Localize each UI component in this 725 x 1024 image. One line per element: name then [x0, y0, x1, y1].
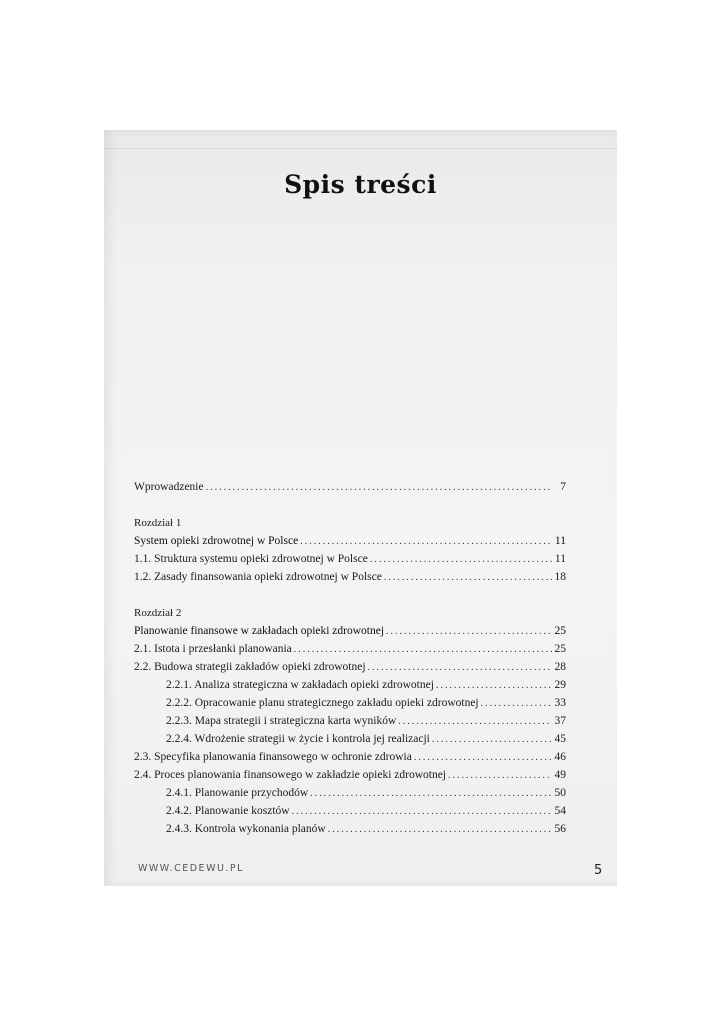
table-of-contents — [134, 478, 566, 838]
toc-entry-2-4-2[interactable] — [134, 802, 566, 820]
toc-entry-label: 2.2.4. Wdrożenie strategii w życie i kontrola jej realizacji — [166, 733, 430, 745]
toc-entry-page: 25 — [554, 625, 566, 637]
dot-leader — [436, 677, 552, 695]
toc-entry-label: 2.4.2. Planowanie kosztów — [166, 805, 290, 817]
toc-entry-page: 7 — [560, 481, 566, 493]
toc-entry-page: 25 — [554, 643, 566, 655]
toc-entry-2-2-2[interactable] — [134, 694, 566, 712]
toc-entry-label: 2.2.2. Opracowanie planu strategicznego zakładu opieki zdrowotnej — [166, 697, 479, 709]
dot-leader — [370, 551, 552, 569]
dot-leader — [368, 659, 552, 677]
toc-entry-label: Wprowadzenie — [134, 481, 204, 493]
footer-website: WWW.CEDEWU.PL — [138, 863, 244, 874]
toc-entry-label: 2.3. Specyfika planowania finansowego w ochronie zdrowia — [134, 751, 412, 763]
dot-leader — [384, 569, 552, 587]
dot-leader — [481, 695, 552, 713]
toc-entry-page: 28 — [554, 661, 566, 673]
toc-entry-page: 45 — [554, 733, 566, 745]
toc-entry-page: 11 — [554, 535, 566, 547]
dot-leader — [310, 785, 552, 803]
dot-leader — [414, 749, 552, 767]
toc-entry-label: System opieki zdrowotnej w Polsce — [134, 535, 299, 547]
toc-entry-page: 37 — [554, 715, 566, 727]
toc-entry-2-3[interactable] — [134, 748, 566, 766]
toc-entry-page: 50 — [554, 787, 566, 799]
toc-entry-page: 46 — [554, 751, 566, 763]
toc-entry-1-2[interactable] — [134, 568, 566, 586]
chapter-1-heading: Rozdział 1 — [134, 517, 182, 529]
toc-entry-label: 2.4. Proces planowania finansowego w zakładzie opieki zdrowotnej — [134, 769, 446, 781]
dot-leader — [300, 533, 552, 551]
toc-entry-2-4-3[interactable] — [134, 820, 566, 838]
toc-entry-label: 2.4.3. Kontrola wykonania planów — [166, 823, 326, 835]
page-number: 5 — [594, 863, 603, 878]
dot-leader — [448, 767, 552, 785]
toc-entry-page: 11 — [554, 553, 566, 565]
toc-entry-page: 56 — [554, 823, 566, 835]
book-page — [104, 130, 617, 886]
toc-entry-label: 1.1. Struktura systemu opieki zdrowotnej w Polsce — [134, 553, 368, 565]
toc-entry-chapter-2[interactable] — [134, 622, 566, 640]
toc-entry-page: 29 — [554, 679, 566, 691]
dot-leader — [292, 803, 552, 821]
toc-entry-2-2[interactable] — [134, 658, 566, 676]
page-title: Spis treści — [284, 170, 437, 199]
toc-entry-1-1[interactable] — [134, 550, 566, 568]
toc-entry-2-2-3[interactable] — [134, 712, 566, 730]
toc-entry-label: 2.2. Budowa strategii zakładów opieki zdrowotnej — [134, 661, 366, 673]
toc-entry-label: 1.2. Zasady finansowania opieki zdrowotnej w Polsce — [134, 571, 382, 583]
toc-entry-2-2-1[interactable] — [134, 676, 566, 694]
page-header-rule — [104, 148, 617, 149]
dot-leader — [294, 641, 552, 659]
toc-entry-page: 33 — [554, 697, 566, 709]
dot-leader — [432, 731, 552, 749]
toc-entry-label: 2.1. Istota i przesłanki planowania — [134, 643, 292, 655]
chapter-2-heading: Rozdział 2 — [134, 607, 182, 619]
toc-entry-page: 49 — [554, 769, 566, 781]
dot-leader — [398, 713, 552, 731]
toc-entry-2-2-4[interactable] — [134, 730, 566, 748]
toc-entry-chapter-1[interactable] — [134, 532, 566, 550]
toc-entry-2-1[interactable] — [134, 640, 566, 658]
toc-entry-label: 2.4.1. Planowanie przychodów — [166, 787, 309, 799]
toc-entry-label: Planowanie finansowe w zakładach opieki zdrowotnej — [134, 625, 385, 637]
toc-entry-page: 18 — [554, 571, 566, 583]
toc-entry-label: 2.2.3. Mapa strategii i strategiczna karta wyników — [166, 715, 397, 727]
toc-entry-2-4-1[interactable] — [134, 784, 566, 802]
dot-leader — [206, 479, 552, 497]
toc-entry-label: 2.2.1. Analiza strategiczna w zakładach opieki zdrowotnej — [166, 679, 434, 691]
toc-entry-intro[interactable] — [134, 478, 566, 496]
dot-leader — [386, 623, 552, 641]
toc-entry-page: 54 — [554, 805, 566, 817]
dot-leader — [328, 821, 552, 839]
toc-entry-2-4[interactable] — [134, 766, 566, 784]
